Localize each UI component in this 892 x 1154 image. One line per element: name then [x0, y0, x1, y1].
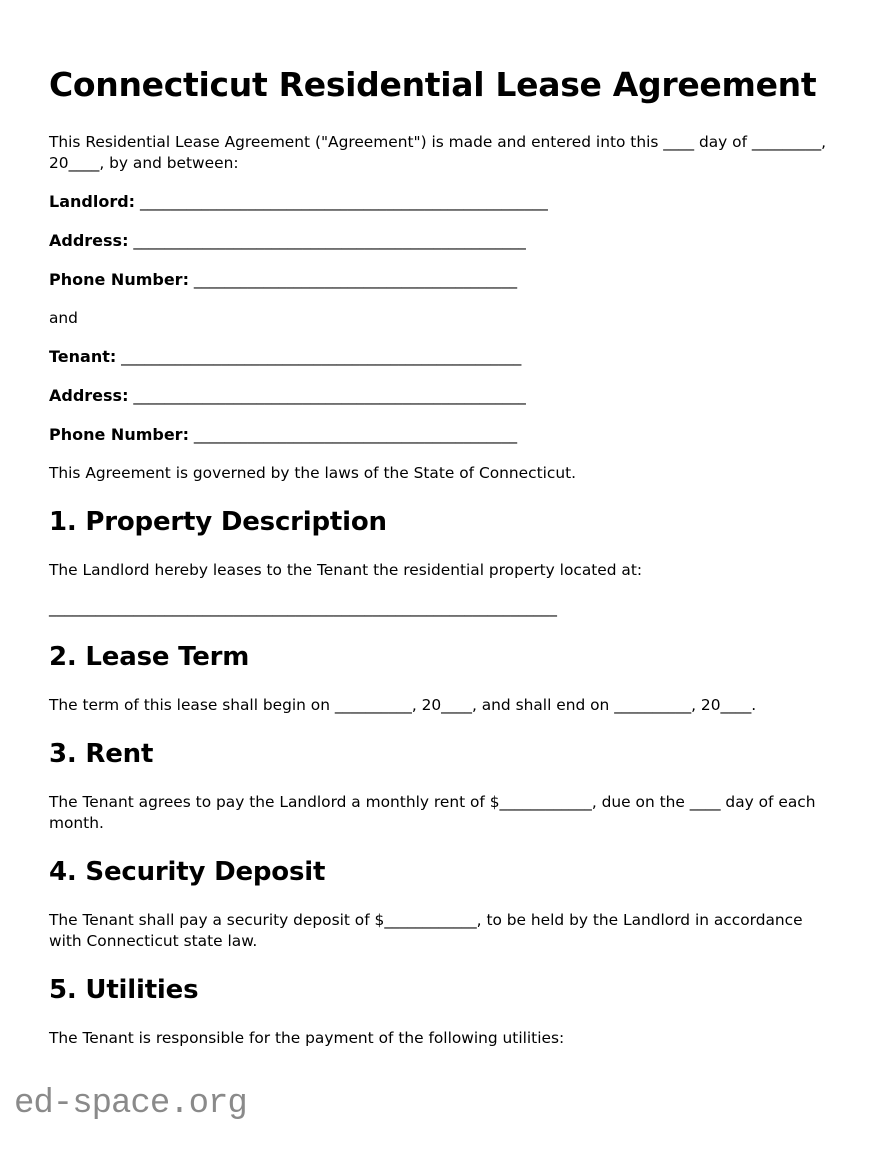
body-security-deposit: The Tenant shall pay a security deposit of $____________, to be held by the Landlord in accordance with Connecticut state law. [49, 911, 803, 950]
field-label-landlord: Landlord: [49, 192, 136, 211]
watermark-text: ed-space.org [14, 1085, 247, 1123]
field-blank-landlord: _____________________________________________________ [139, 193, 548, 211]
body-utilities: The Tenant is responsible for the payment of the following utilities: [49, 1029, 565, 1047]
field-row-tenant-address [49, 385, 839, 407]
field-label-tenant-address: Address: [49, 386, 129, 405]
field-blank-landlord-phone: __________________________________________ [193, 271, 518, 289]
field-row-tenant [49, 346, 839, 368]
heading-security-deposit: 4. Security Deposit [49, 857, 326, 887]
governing-law-text: This Agreement is governed by the laws of the State of Connecticut. [49, 464, 577, 482]
field-blank-tenant: ____________________________________________________ [121, 348, 522, 366]
field-label-landlord-address: Address: [49, 231, 129, 250]
heading-rent: 3. Rent [49, 739, 154, 769]
field-row-tenant-phone [49, 424, 839, 446]
property-address-blank-line: __________________________________________________________________ [49, 599, 557, 617]
heading-property-description: 1. Property Description [49, 507, 387, 537]
intro-paragraph: This Residential Lease Agreement ("Agreement") is made and entered into this ____ day of _________, 20____, by and between: [49, 133, 827, 172]
field-label-tenant: Tenant: [49, 347, 117, 366]
field-blank-tenant-address: ___________________________________________________ [133, 387, 526, 405]
page-title: Connecticut Residential Lease Agreement [49, 65, 817, 104]
body-lease-term: The term of this lease shall begin on __________, 20____, and shall end on __________, 20____. [49, 696, 757, 714]
field-row-landlord-address [49, 230, 839, 252]
heading-utilities: 5. Utilities [49, 975, 199, 1005]
field-label-tenant-phone: Phone Number: [49, 425, 189, 444]
connector-text: and [49, 309, 78, 327]
field-blank-landlord-address: ___________________________________________________ [133, 232, 526, 250]
field-label-landlord-phone: Phone Number: [49, 270, 189, 289]
field-row-landlord-phone [49, 269, 839, 291]
heading-lease-term: 2. Lease Term [49, 642, 250, 672]
field-row-landlord [49, 191, 839, 213]
body-rent: The Tenant agrees to pay the Landlord a monthly rent of $____________, due on the ____ day of each month. [49, 793, 816, 832]
field-blank-tenant-phone: __________________________________________ [193, 426, 518, 444]
body-property-description: The Landlord hereby leases to the Tenant the residential property located at: [49, 561, 643, 579]
